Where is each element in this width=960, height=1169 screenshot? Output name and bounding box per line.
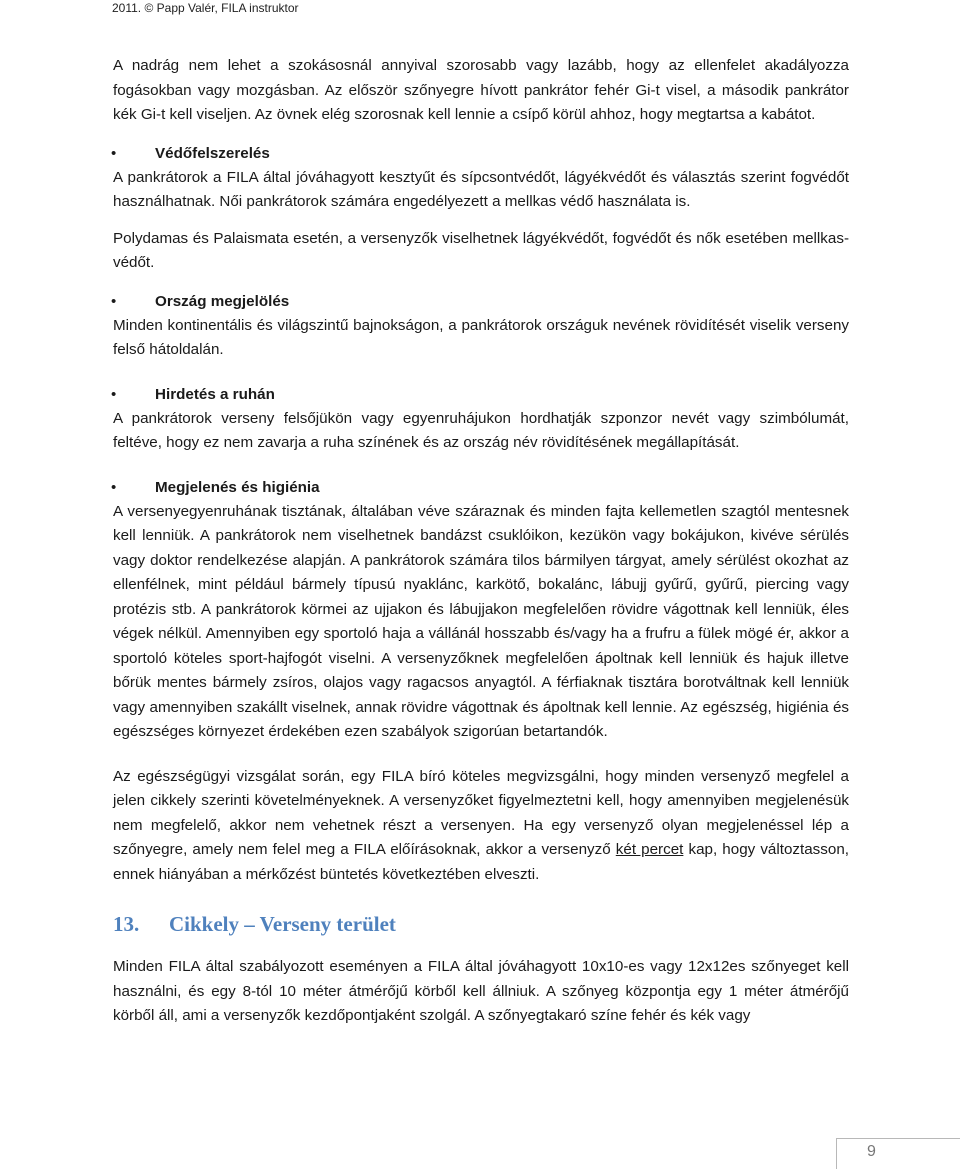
paragraph: A pankrátorok verseny felsőjükön vagy egyenruhájukon hordhatják szponzor nevét vagy szimbólumát, feltéve, hogy ez nem zavarja a ruha színének és az ország név rövidítésének megállapítását. xyxy=(113,409,849,451)
paragraph xyxy=(113,765,849,888)
section-title: Védőfelszerelés xyxy=(155,144,270,162)
section-13-heading xyxy=(113,909,849,939)
page-number-box xyxy=(836,1138,960,1169)
document-body xyxy=(113,54,849,1029)
section-country-marking xyxy=(113,290,849,314)
bullet-icon: • xyxy=(111,144,117,162)
text-run: kap, hogy változtasson, ennek hiányában a mérkőzést büntetés következtében elveszti. xyxy=(113,841,849,883)
bullet-icon: • xyxy=(111,385,117,403)
paragraph: Minden kontinentális és világszintű bajnokságon, a pankrátorok országuk nevének rövidítését viselik verseny felső hátoldalán. xyxy=(113,316,849,358)
page-header: 2011. © Papp Valér, FILA instruktor xyxy=(112,1,299,15)
paragraph: Minden FILA által szabályozott eseményen a FILA által jóváhagyott 10x10-es vagy 12x12es szőnyeget kell használni, és egy 8-tól 10 méter átmérőjű körből kell állniuk. A szőnyeg központja egy 1 méter átmérőjű körből áll, ami a versenyzők kezdőpontjaként szolgál. A szőnyegtakaró színe fehér és kék vagy xyxy=(113,958,849,1024)
bullet-icon: • xyxy=(111,478,117,496)
section-protective-gear xyxy=(113,142,849,166)
paragraph: Polydamas és Palaismata esetén, a versenyzők viselhetnek lágyékvédőt, fogvédőt és nők esetében mellkas-védőt. xyxy=(113,229,849,271)
intro-paragraph: A nadrág nem lehet a szokásosnál annyival szorosabb vagy lazább, hogy az ellenfelet akadályozza fogásokban vagy mozgásban. Az először szőnyegre hívott pankrátor fehér Gi-t visel, a második pankrátor kék Gi-t kell viseljen. Az övnek elég szorosnak kell lennie a csípő körül ahhoz, hogy megtartsa a kabátot. xyxy=(113,57,849,123)
underlined-text: két percet xyxy=(615,841,684,858)
bullet-icon: • xyxy=(111,292,117,310)
section-appearance-hygiene xyxy=(113,476,849,500)
heading-title: Cikkely – Verseny terület xyxy=(169,912,396,936)
heading-number: 13. xyxy=(113,912,140,936)
paragraph: A pankrátorok a FILA által jóváhagyott kesztyűt és sípcsontvédőt, lágyékvédőt és választás szerint fogvédőt használhatnak. Női pankrátorok számára engedélyezett a mellkas védő használata is. xyxy=(113,168,849,210)
section-advertising xyxy=(113,383,849,407)
section-title: Hirdetés a ruhán xyxy=(155,385,275,403)
page-number: 9 xyxy=(867,1143,876,1160)
section-title: Megjelenés és higiénia xyxy=(155,478,320,496)
section-title: Ország megjelölés xyxy=(155,292,290,310)
paragraph: A versenyegyenruhának tisztának, általában véve száraznak és minden fajta kellemetlen szagtól mentesnek kell lenniük. A pankrátorok nem viselhetnek bandázst csuklóikon, kezükön vagy bokájukon, kivéve sérülés vagy doktor rendelkezése alapján. A pankrátorok számára tilos bármilyen tárgyat, amely sérülést okozhat az ellenfélnek, mint például bármely típusú nyaklánc, karkötő, bokalánc, lábujj gyűrű, gyűrű, piercing vagy protézis stb. A pankrátorok körmei az ujjakon és lábujjakon megfelelően rövidre vágottnak kell lenniük, éles végek nélkül. Amennyiben egy sportoló haja a vállánál hosszabb és/vagy ha a frufru a fülek mögé ér, akkor a sportoló köteles sport-hajfogót viselni. A versenyzőknek megfelelően ápoltnak kell lenniük és hajuk illetve bőrük mentes bármely zsíros, olajos vagy ragacsos anyagtól. A férfiaknak tisztára borotváltnak kell lenniük vagy amennyiben szakállt viselnek, annak rövidre vágottnak és ápoltnak kell lennie. Az egészség, higiénia és egészséges környezet érdekében ezen szabályok szigorúan betartandók. xyxy=(113,502,849,740)
text-run: Az egészségügyi vizsgálat során, egy FILA bíró köteles megvizsgálni, hogy minden versenyző megfelel a jelen cikkely szerinti követelményeknek. A versenyzőket figyelmeztetni kell, hogy amennyiben megjelenésük nem megfelelő, akkor nem vehetnek részt a versenyen. Ha egy versenyző olyan megjelenéssel lép a szőnyegre, amely nem felel meg a FILA előírásoknak, akkor a versenyző xyxy=(113,767,849,858)
